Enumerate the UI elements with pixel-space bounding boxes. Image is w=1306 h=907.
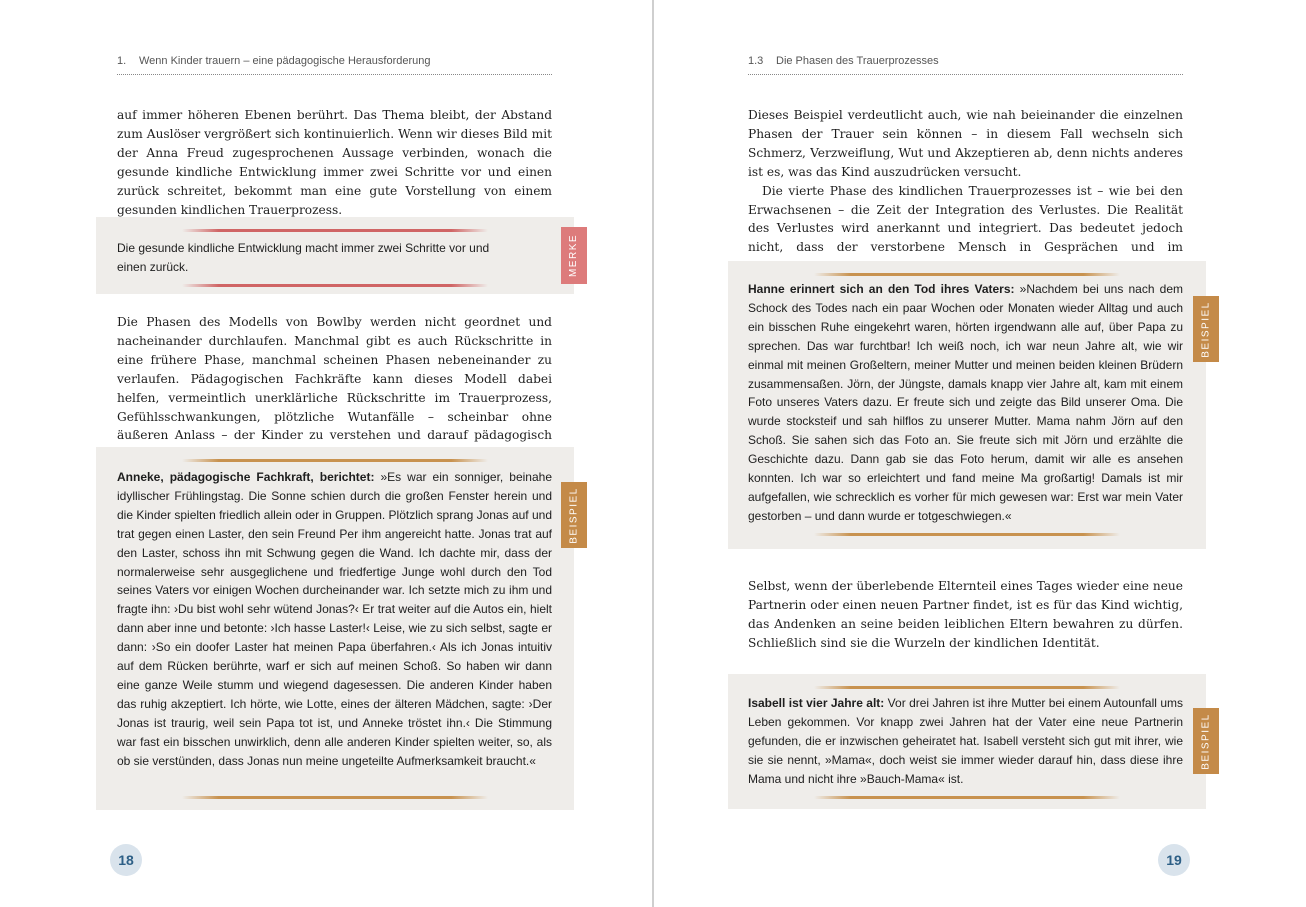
- beispiel-tag: BEISPIEL: [1193, 708, 1219, 774]
- merke-text: Die gesunde kindliche Entwicklung macht immer zwei Schritte vor und einen zurück.: [117, 241, 490, 274]
- box-top-rule: [814, 273, 1120, 276]
- right-page: [654, 0, 1306, 907]
- page-number-18: 18: [110, 844, 142, 876]
- running-head-left: [117, 55, 552, 75]
- body-paragraphs-top: [748, 106, 1183, 276]
- example-body: »Es war ein sonniger, beinahe idyllischer Frühlingstag. Die Sonne schien durch die großen Fenster herein und die Kinder spielten friedlich allein oder in Gruppen. Plötzlich sprang Jonas auf und trat gegen einen Laster, den sein Freund Per ihm angereicht hatte. Jonas trat auf den Laster, schoss ihn mit Schwung gegen die Wand. Ich dachte mir, dass der normalerweise sehr ausgeglichene und friedfertige Junge wohl durch den Tod seines Vaters vor einigen Wochen durcheinander war. Ich setzte mich zu ihm und fragte ihn: ›Du bist wohl sehr wütend Jonas?‹ Er trat weiter auf die Autos ein, hielt dann aber inne und betonte: ›Ich hasse Laster!‹ Leise, wie zu sich selbst, sagte er dann: ›So ein doofer Laster hat meinen Papa überfahren.‹ Als ich Jonas intuitiv auf dem Rücken berührte, warf er sich auf meinen Schoß. So haben wir dann eine ganze Weile stumm und wiegend dagesessen. Die anderen Kinder haben das ruhig akzeptiert. Ich hörte, wie Lotte, eines der älteren Mädchen, sagte: ›Der Jonas ist traurig, weil sein Papa tot ist, und Anneke tröstet ihn.‹ Die Stimmung war fast ein bisschen unwirklich, denn alle anderen Kinder spielten weiter, so, als ob sie verstünden, dass Jonas nun meine ungeteilte Aufmerksamkeit braucht.«: [117, 470, 552, 768]
- box-bottom-rule: [814, 533, 1120, 536]
- section-title: Die Phasen des Trauerprozesses: [776, 55, 939, 67]
- chapter-number: 1.: [117, 55, 127, 67]
- beispiel-tag: BEISPIEL: [1193, 296, 1219, 362]
- body-paragraph-2: Die Phasen des Modells von Bowlby werden nicht geordnet und nacheinander durchlaufen. Manchmal gibt es auch Rückschritte in eine frühere Phase, manchmal scheinen Phasen nebeneinander zu verlaufen. Pädagogischen Fachkräfte kann dieses Modell dabei helfen, vermeintlich unerklärliche Rückschritte im Trauerprozess, Gefühlsschwankungen, plötzliche Wutanfälle – scheinbar ohne äußeren Anlass – der Kinder zu verstehen und darauf pädagogisch: [117, 315, 552, 443]
- example-lead: Anneke, pädagogische Fachkraft, berichtet:: [117, 470, 375, 484]
- example-text: [748, 280, 1183, 526]
- example-body: »Nachdem bei uns nach dem Schock des Todes nach ein paar Wochen oder Monaten wieder Alltag und auch ein bisschen Ruhe eingekehrt waren, hörten irgendwann alle auf, über Papa zu sprechen. Das war furchtbar! Ich weiß noch, ich war neun Jahre alt, wie wir einmal mit meinen Großeltern, meiner Mutter und meinen beiden kleinen Brüdern zusammensaßen. Jörn, der Jüngste, damals knapp vier Jahre alt, kam mit einem Foto unseres Vaters dazu. Er freute sich und zeigte das Bild unserer Oma. Die wurde stocksteif und sah hilflos zu unserer Mutter. Mama nahm Jörn auf den Schoß. Sie sahen sich das Foto an. Sie freute sich mit Jörn und erzählte die Geschichte dazu. Dann gab sie das Foto herum, damit wir alle es ansehen konnten. Ich war so erleichtert und fand meine Ma großartig! Damals ist mir aufgefallen, wie schrecklich es vorher für mich gewesen war: Erst war mein Vater gestorben – und dann wurde er totgeschwiegen.«: [748, 282, 1183, 523]
- example-lead: Isabell ist vier Jahre alt:: [748, 696, 885, 710]
- example-box-isabell: [728, 674, 1206, 809]
- left-page: [0, 0, 652, 907]
- box-top-rule: [182, 459, 488, 462]
- merke-box: [96, 217, 574, 294]
- body-paragraph-2: Die vierte Phase des kindlichen Trauerprozesses ist – wie bei den Erwachsenen – die Zeit der Integration des Verlustes. Die Realität des Verlustes wird anerkannt und integriert. Das bedeutet jedoch nicht, dass der verstorbene Mensch in Gesprächen und im: [748, 183, 1183, 255]
- box-top-rule: [814, 686, 1120, 689]
- box-bottom-rule: [182, 284, 488, 287]
- running-head-right: [748, 55, 1183, 75]
- box-top-rule: [182, 229, 488, 232]
- beispiel-tag: BEISPIEL: [561, 482, 587, 548]
- body-paragraph-1: auf immer höheren Ebenen berührt. Das Thema bleibt, der Abstand zum Auslöser vergrößert sich kontinuierlich. Wenn wir dieses Bild mit der Anna Freud zugesprochenen Aussage verbinden, wonach die gesunde kindliche Entwicklung immer zwei Schritte vor und einen zurück schreitet, bekommt man eine gute Vorstellung von einem gesunden kindlichen Trauerprozess.: [117, 108, 552, 217]
- box-bottom-rule: [814, 796, 1120, 799]
- chapter-title: Wenn Kinder trauern – eine pädagogische Herausforderung: [139, 55, 431, 67]
- example-body: Vor drei Jahren ist ihre Mutter bei einem Autounfall ums Leben gekommen. Vor knapp zwei Jahren hat der Vater eine neue Partnerin gefunden, die er inzwischen geheiratet hat. Isabell versteht sich gut mit ihrer, wie sie sie nennt, »Mama«, doch weist sie immer wieder darauf hin, dass diese ihre Mama und nicht ihre »Bauch-Mama« ist.: [748, 696, 1183, 786]
- example-box-hanne: [728, 261, 1206, 549]
- body-paragraph-3: Selbst, wenn der überlebende Elternteil eines Tages wieder eine neue Partnerin oder einen neuen Partner findet, ist es für das Kind wichtig, das Andenken an seine beiden leiblichen Eltern bewahren zu dürfen. Schließlich sind sie die Wurzeln der kindlichen Identität.: [748, 579, 1183, 650]
- box-bottom-rule: [182, 796, 488, 799]
- merke-tag: MERKE: [561, 227, 587, 284]
- example-text: [748, 694, 1183, 789]
- example-box-anneke: [96, 447, 574, 810]
- example-text: [117, 468, 552, 771]
- page-number-19: 19: [1158, 844, 1190, 876]
- body-paragraph-1: Dieses Beispiel verdeutlicht auch, wie nah beieinander die einzelnen Phasen der Trauer sein können – in diesem Fall wechseln sich Schmerz, Verzweiflung, Wut und Akzeptieren ab, denn nichts anderes ist es, was das Kind auszudrücken versucht.: [748, 108, 1183, 179]
- section-number: 1.3: [748, 55, 764, 67]
- example-lead: Hanne erinnert sich an den Tod ihres Vaters:: [748, 282, 1015, 296]
